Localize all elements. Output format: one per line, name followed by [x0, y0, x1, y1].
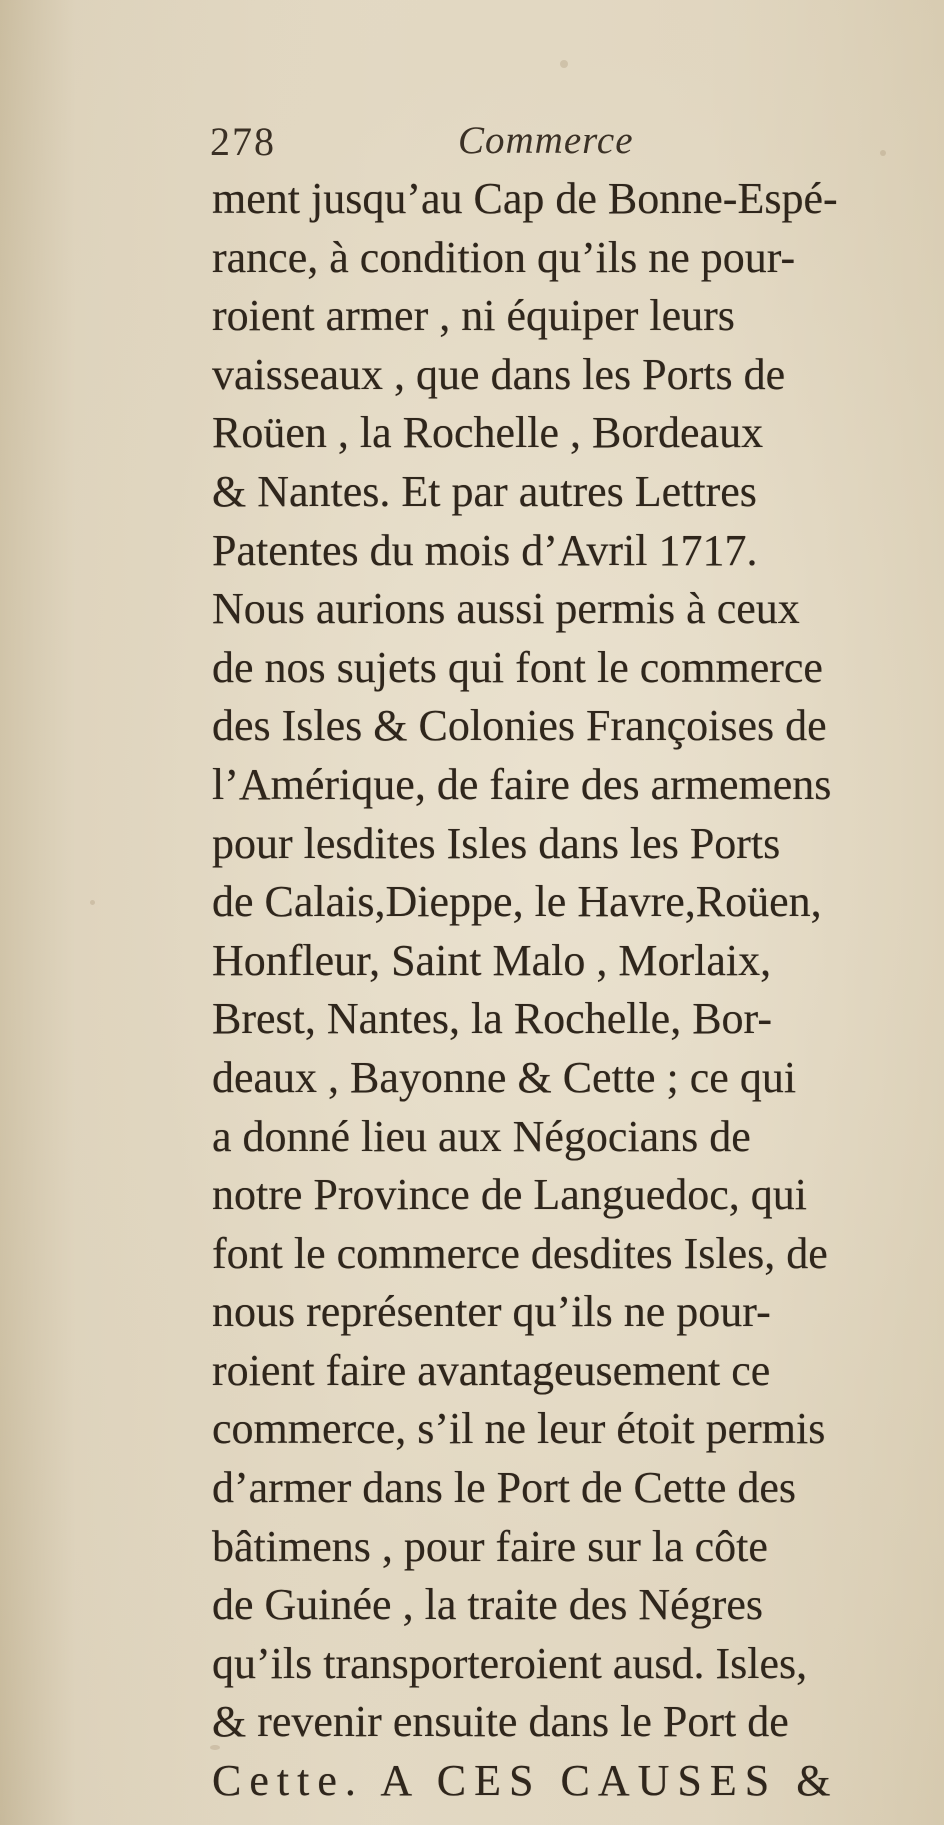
text-line: vaisseaux , que dans les Ports de — [212, 349, 786, 399]
running-title: Commerce — [458, 119, 634, 162]
text-line: pour lesdites Isles dans les Ports — [212, 818, 781, 868]
text-line: bâtimens , pour faire sur la côte — [212, 1521, 768, 1571]
text-line: d’armer dans le Port de Cette des — [212, 1463, 797, 1513]
paper-stain — [90, 900, 95, 905]
text-line: l’Amérique, de faire des armemens — [212, 759, 832, 809]
text-line: Roüen , la Rochelle , Bordeaux — [212, 408, 764, 458]
text-line: font le commerce desdites Isles, de — [212, 1228, 828, 1278]
text-line: notre Province de Languedoc, qui — [212, 1170, 808, 1220]
body-text — [212, 170, 912, 1811]
text-line: a donné lieu aux Négocians de — [212, 1111, 751, 1161]
text-line: Honfleur, Saint Malo , Morlaix, — [212, 935, 772, 985]
page-header — [210, 118, 850, 168]
text-line: roient armer , ni équiper leurs — [212, 291, 735, 341]
text-line: de nos sujets qui font le commerce — [212, 642, 823, 692]
text-line: de Calais,Dieppe, le Havre,Roüen, — [212, 877, 822, 927]
text-line: ment jusqu’au Cap de Bonne-Espé- — [212, 174, 838, 223]
text-line: Cette. A CES CAUSES & — [212, 1756, 839, 1806]
text-line: Brest, Nantes, la Rochelle, Bor- — [212, 994, 772, 1044]
text-line: qu’ils transporteroient ausd. Isles, — [212, 1638, 808, 1688]
text-line: & Nantes. Et par autres Lettres — [212, 466, 757, 516]
text-line: nous représenter qu’ils ne pour- — [212, 1287, 771, 1337]
page-number: 278 — [210, 119, 276, 164]
text-line: de Guinée , la traite des Négres — [212, 1580, 763, 1630]
text-line: des Isles & Colonies Françoises de — [212, 701, 827, 751]
text-line: Patentes du mois d’Avril 1717. — [212, 525, 758, 575]
text-line: roient faire avantageusement ce — [212, 1345, 771, 1395]
text-line: commerce, s’il ne leur étoit permis — [212, 1404, 826, 1454]
paper-stain — [560, 60, 568, 68]
text-line: & revenir ensuite dans le Port de — [212, 1697, 789, 1747]
text-line: rance, à condition qu’ils ne pour- — [212, 232, 796, 282]
paper-stain — [880, 150, 886, 156]
text-line: deaux , Bayonne & Cette ; ce qui — [212, 1052, 797, 1102]
text-line: Nous aurions aussi permis à ceux — [212, 584, 800, 634]
